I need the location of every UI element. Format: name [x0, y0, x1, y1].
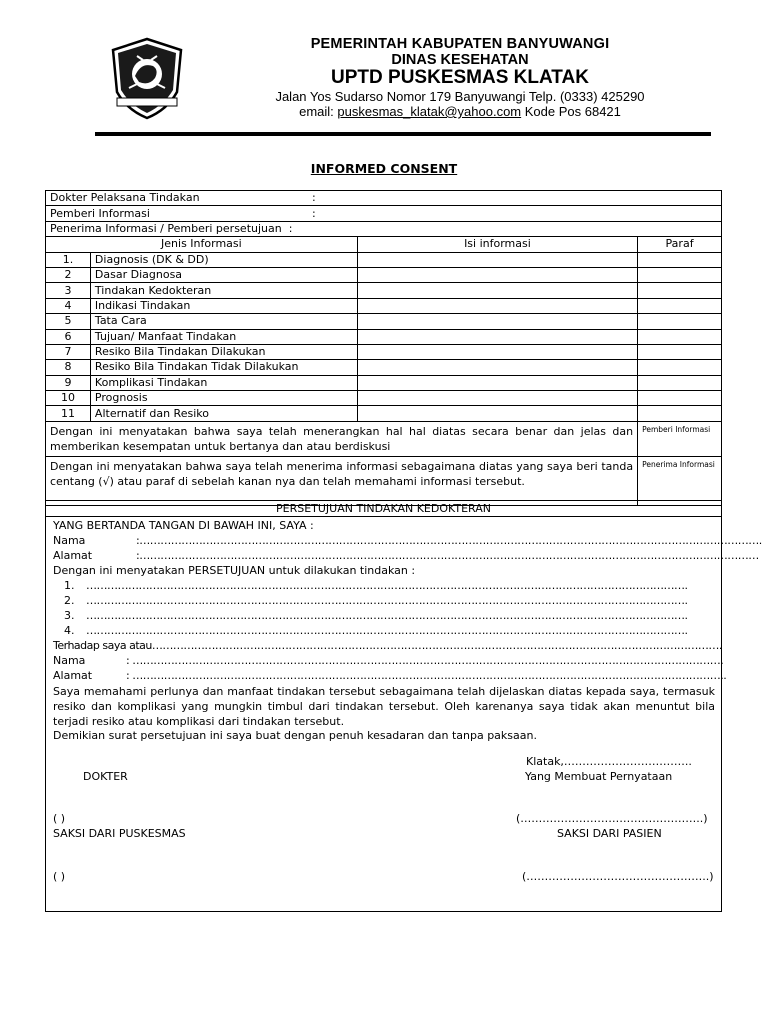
consent-statement: Dengan ini menyatakan PERSETUJUAN untuk dilakukan tindakan : — [53, 564, 416, 577]
alamat-label: Alamat — [53, 549, 93, 562]
item-paraf-cell[interactable] — [638, 391, 722, 406]
item-label: Tujuan/ Manfaat Tindakan — [90, 329, 357, 344]
field-colon: : — [312, 191, 316, 205]
line-number: 4. — [64, 624, 75, 637]
item-number: 1. — [46, 252, 91, 267]
header-address: Jalan Yos Sudarso Nomor 179 Banyuwangi Telp. (0333) 425290 — [275, 89, 645, 104]
item-isi-cell[interactable] — [357, 329, 637, 344]
nama2-blank[interactable]: : ……………………………………………………………………………………………………………………………………………………. — [126, 654, 724, 667]
field-row — [46, 221, 722, 236]
consent-paragraph: Saya memahami perlunya dan manfaat tindakan tersebut sebagaimana telah dijelaskan diatas kepada saya, termasuk resiko dan komplikasi yang mungkin timbul dari tindakan tersebut. Oleh karenanya saya tidak akan menuntut bila terjadi resiko atau komplikasi dari tindakan tersebut. — [53, 685, 715, 728]
table-row — [46, 298, 722, 313]
item-number: 8 — [46, 360, 91, 375]
statement-side: Pemberi Informasi — [638, 421, 722, 456]
item-isi-cell[interactable] — [357, 391, 637, 406]
item-paraf-cell[interactable] — [638, 283, 722, 298]
header-government: PEMERINTAH KABUPATEN BANYUWANGI — [310, 36, 610, 52]
item-paraf-cell[interactable] — [638, 298, 722, 313]
table-row — [46, 252, 722, 267]
nama-blank[interactable]: :……………………………………………………………………………………………………………………………………………………………. — [136, 534, 762, 547]
item-number: 11 — [46, 406, 91, 421]
alamat-line — [53, 549, 759, 563]
nama2-line — [53, 654, 723, 668]
field-colon: : — [288, 221, 293, 235]
item-label: Tindakan Kedokteran — [90, 283, 357, 298]
item-number: 9 — [46, 375, 91, 390]
tindakan-line — [64, 579, 688, 593]
alamat2-line — [53, 669, 726, 683]
table-row — [46, 329, 722, 344]
item-paraf-cell[interactable] — [638, 375, 722, 390]
tindakan-blank[interactable]: ………………………………………………………………………………………………………………………………………………………. — [86, 609, 688, 622]
item-isi-cell[interactable] — [357, 252, 637, 267]
item-label: Dasar Diagnosa — [90, 267, 357, 282]
table-row — [46, 391, 722, 406]
dokter-signature[interactable]: ( ) — [53, 812, 66, 825]
item-isi-cell[interactable] — [357, 344, 637, 359]
nama-line — [53, 534, 762, 548]
item-label: Tata Cara — [90, 314, 357, 329]
statement-row — [46, 421, 722, 456]
email-label: email: — [299, 104, 338, 119]
tindakan-blank[interactable]: ………………………………………………………………………………………………………………………………………………………. — [86, 579, 688, 592]
col-paraf: Paraf — [638, 237, 722, 252]
item-paraf-cell[interactable] — [638, 252, 722, 267]
table-row — [46, 344, 722, 359]
alamat2-blank[interactable]: : …………………………………………………………………………………………………………………………………………………….. — [126, 669, 727, 682]
item-number: 4 — [46, 298, 91, 313]
field-colon: : — [312, 206, 316, 220]
item-paraf-cell[interactable] — [638, 406, 722, 421]
item-isi-cell[interactable] — [357, 314, 637, 329]
pembuat-label: Yang Membuat Pernyataan — [525, 770, 673, 783]
document-title: INFORMED CONSENT — [310, 161, 458, 176]
pembuat-signature[interactable]: (…………………………………………..) — [516, 812, 708, 825]
item-label: Komplikasi Tindakan — [90, 375, 357, 390]
table-row — [46, 314, 722, 329]
statement-row — [46, 456, 722, 505]
alamat-blank[interactable]: :…………………………………………………………………………………………………………………………………………………………… — [136, 549, 759, 562]
col-isi: Isi informasi — [357, 237, 637, 252]
item-isi-cell[interactable] — [357, 406, 637, 421]
banyuwangi-logo — [107, 36, 187, 122]
item-number: 5 — [46, 314, 91, 329]
statement-side: Penerima Informasi — [638, 456, 722, 505]
item-number: 7 — [46, 344, 91, 359]
item-label: Resiko Bila Tindakan Dilakukan — [90, 344, 357, 359]
email-link[interactable]: puskesmas_klatak@yahoo.com — [337, 104, 522, 119]
item-paraf-cell[interactable] — [638, 267, 722, 282]
consent-intro: YANG BERTANDA TANGAN DI BAWAH INI, SAYA : — [53, 519, 314, 532]
item-paraf-cell[interactable] — [638, 360, 722, 375]
statement-text: Dengan ini menyatakan bahwa saya telah menerima informasi sebagaimana diatas yang saya beri tanda centang (√) atau paraf di sebelah kanan nya dan telah memahami informasi tersebut. — [46, 456, 638, 505]
field-row — [46, 191, 722, 206]
table-row — [46, 360, 722, 375]
tindakan-line — [64, 609, 688, 623]
item-label: Indikasi Tindakan — [90, 298, 357, 313]
item-isi-cell[interactable] — [357, 298, 637, 313]
item-label: Diagnosis (DK & DD) — [90, 252, 357, 267]
table-row — [46, 283, 722, 298]
field-label: Pemberi Informasi — [50, 206, 150, 220]
item-number: 6 — [46, 329, 91, 344]
header-contact — [200, 104, 720, 119]
statement-text: Dengan ini menyatakan bahwa saya telah menerangkan hal hal diatas secara benar dan jelas dan memberikan kesempatan untuk bertanya dan atau berdiskusi — [46, 421, 638, 456]
consent-section — [45, 500, 762, 912]
item-label: Resiko Bila Tindakan Tidak Dilakukan — [90, 360, 357, 375]
item-isi-cell[interactable] — [357, 283, 637, 298]
consent-title: PERSETUJUAN TINDAKAN KEDOKTERAN — [46, 501, 721, 517]
item-number: 10 — [46, 391, 91, 406]
item-paraf-cell[interactable] — [638, 344, 722, 359]
alamat2-label: Alamat — [53, 669, 93, 682]
tindakan-line — [64, 624, 688, 638]
tindakan-blank[interactable]: ………………………………………………………………………………………………………………………………………………………. — [86, 624, 688, 637]
item-isi-cell[interactable] — [357, 360, 637, 375]
header-institution: UPTD PUSKESMAS KLATAK — [331, 67, 589, 88]
item-number: 3 — [46, 283, 91, 298]
information-table — [45, 190, 722, 506]
table-row — [46, 375, 722, 390]
item-label: Prognosis — [90, 391, 357, 406]
table-row — [46, 267, 722, 282]
place-date[interactable]: Klatak,…………………………….. — [526, 755, 692, 768]
field-row — [46, 206, 722, 221]
nama-label: Nama — [53, 534, 86, 547]
saksi-pasien-label: SAKSI DARI PASIEN — [557, 827, 662, 840]
header-department: DINAS KESEHATAN — [391, 52, 529, 68]
tindakan-blank[interactable]: ………………………………………………………………………………………………………………………………………………………. — [86, 594, 688, 607]
line-number: 1. — [64, 579, 75, 592]
item-label: Alternatif dan Resiko — [90, 406, 357, 421]
saksi-puskesmas-label: SAKSI DARI PUSKESMAS — [53, 827, 186, 840]
table-row — [46, 406, 722, 421]
nama2-label: Nama — [53, 654, 86, 667]
col-jenis: Jenis Informasi — [46, 237, 358, 252]
terhadap-line[interactable]: Terhadap saya atau………………………………………………………………………………………………………………………………………………. — [53, 639, 722, 652]
item-paraf-cell[interactable] — [638, 329, 722, 344]
field-label: Dokter Pelaksana Tindakan — [50, 191, 200, 205]
saksi-pasien-signature[interactable]: (…………………………………………..) — [522, 870, 714, 883]
dokter-label: DOKTER — [83, 770, 128, 783]
line-number: 2. — [64, 594, 75, 607]
header-rule — [95, 132, 711, 136]
item-isi-cell[interactable] — [357, 267, 637, 282]
field-label: Penerima Informasi / Pemberi persetujuan — [50, 221, 282, 235]
item-number: 2 — [46, 267, 91, 282]
item-isi-cell[interactable] — [357, 375, 637, 390]
line-number: 3. — [64, 609, 75, 622]
saksi-puskesmas-signature[interactable]: ( ) — [53, 870, 66, 883]
tindakan-line — [64, 594, 688, 608]
closing-statement: Demikian surat persetujuan ini saya buat dengan penuh kesadaran dan tanpa paksaan. — [53, 729, 537, 742]
item-paraf-cell[interactable] — [638, 314, 722, 329]
postal-code: Kode Pos 68421 — [521, 104, 621, 119]
header-row — [46, 237, 722, 252]
